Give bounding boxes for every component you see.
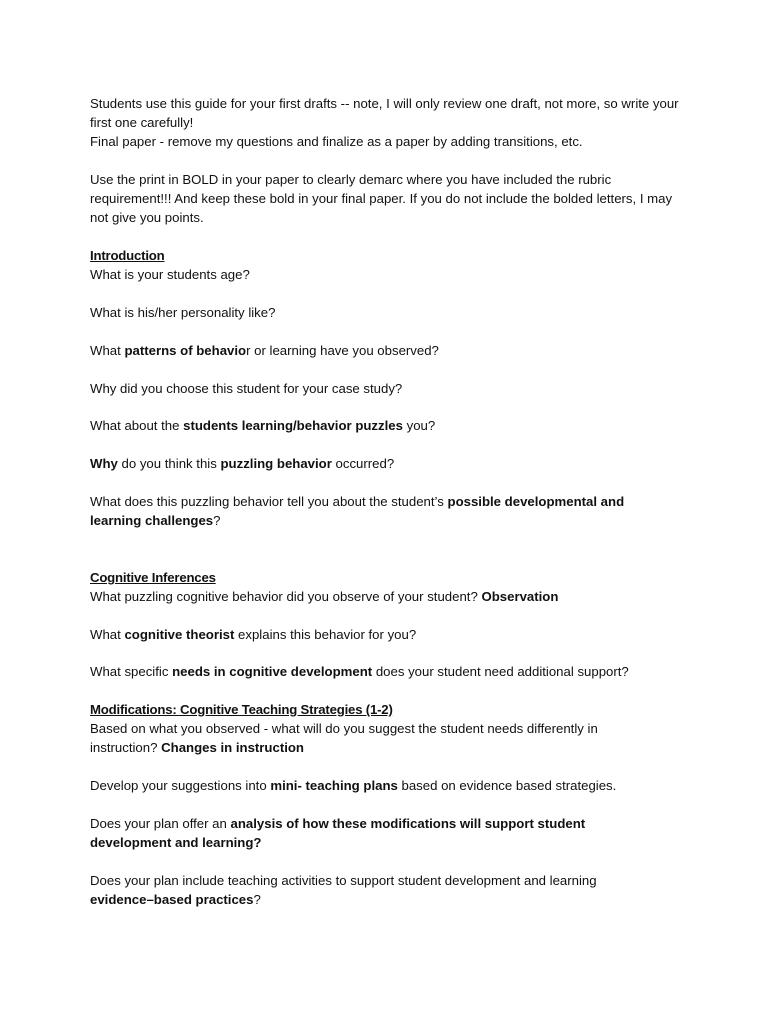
question-text: based on evidence based strategies. (397, 778, 617, 793)
question-text: Does your plan offer an (90, 816, 231, 831)
question-text: r or learning have you observed? (246, 343, 439, 358)
question-text: What (90, 343, 125, 358)
section-heading-introduction: Introduction (90, 248, 165, 263)
question-practices (90, 871, 650, 909)
question-text: explains this behavior for you? (234, 627, 417, 642)
intro-paragraph-drafts (90, 94, 690, 151)
rubric-bold-term: patterns of behavio (124, 343, 247, 358)
question-theorist (90, 625, 690, 644)
question-analysis (90, 814, 620, 852)
rubric-bold-term: mini- teaching plans (270, 778, 398, 793)
question-puzzles (90, 416, 690, 435)
question-text: do you think this (117, 456, 221, 471)
rubric-bold-term: evidence–based practices (90, 892, 254, 907)
question-needs (90, 662, 690, 681)
question-personality: What is his/her personality like? (90, 305, 276, 320)
rubric-bold-term: needs in cognitive development (172, 664, 373, 679)
rubric-bold-term: students learning/behavior puzzles (183, 418, 403, 433)
question-text: Based on what you observed - what will do you suggest the student needs differently in instruction? (90, 721, 598, 755)
question-text: What about the (90, 418, 184, 433)
question-text: Does your plan include teaching activities to support student development and learning (90, 873, 597, 888)
question-text: ? (253, 892, 261, 907)
rubric-bold-term: cognitive theorist (124, 627, 235, 642)
rubric-bold-term: analysis of how these modifications will support student development and learning? (90, 816, 586, 850)
question-text: What does this puzzling behavior tell you about the student’s (90, 494, 448, 509)
rubric-bold-term: Why (90, 456, 118, 471)
question-student-age: What is your students age? (90, 267, 250, 282)
question-why-puzzling (90, 454, 690, 473)
section-heading-modifications: Modifications: Cognitive Teaching Strategies (1-2) (90, 702, 393, 717)
intro-line-drafts: Students use this guide for your first drafts -- note, I will only review one draft, not more, so write your first one carefully! (90, 96, 679, 130)
rubric-bold-term: Changes in instruction (161, 740, 304, 755)
section-heading-cognitive-inferences: Cognitive Inferences (90, 570, 216, 585)
question-challenges (90, 492, 660, 530)
question-mini-plans (90, 776, 690, 795)
question-text: occurred? (331, 456, 395, 471)
question-text: Develop your suggestions into (90, 778, 271, 793)
question-patterns (90, 341, 690, 360)
question-changes (90, 719, 650, 757)
question-text: ? (213, 513, 221, 528)
question-text: What puzzling cognitive behavior did you observe of your student? (90, 589, 482, 604)
question-why-student: Why did you choose this student for your case study? (90, 381, 403, 396)
question-text: you? (402, 418, 436, 433)
intro-line-final-paper: Final paper - remove my questions and finalize as a paper by adding transitions, etc. (90, 134, 583, 149)
intro-paragraph-bold-instructions: Use the print in BOLD in your paper to clearly demarc where you have included the rubric requirement!!! And keep these bold in your final paper. If you do not include the bolded letters, I may not give you points. (90, 172, 673, 225)
rubric-bold-term: possible developmental and learning challenges (90, 494, 625, 528)
rubric-bold-term: puzzling behavior (220, 456, 332, 471)
rubric-bold-term: Observation (481, 589, 559, 604)
question-text: What (90, 627, 125, 642)
question-text: What specific (90, 664, 173, 679)
question-observation (90, 587, 690, 606)
question-text: does your student need additional support? (372, 664, 629, 679)
